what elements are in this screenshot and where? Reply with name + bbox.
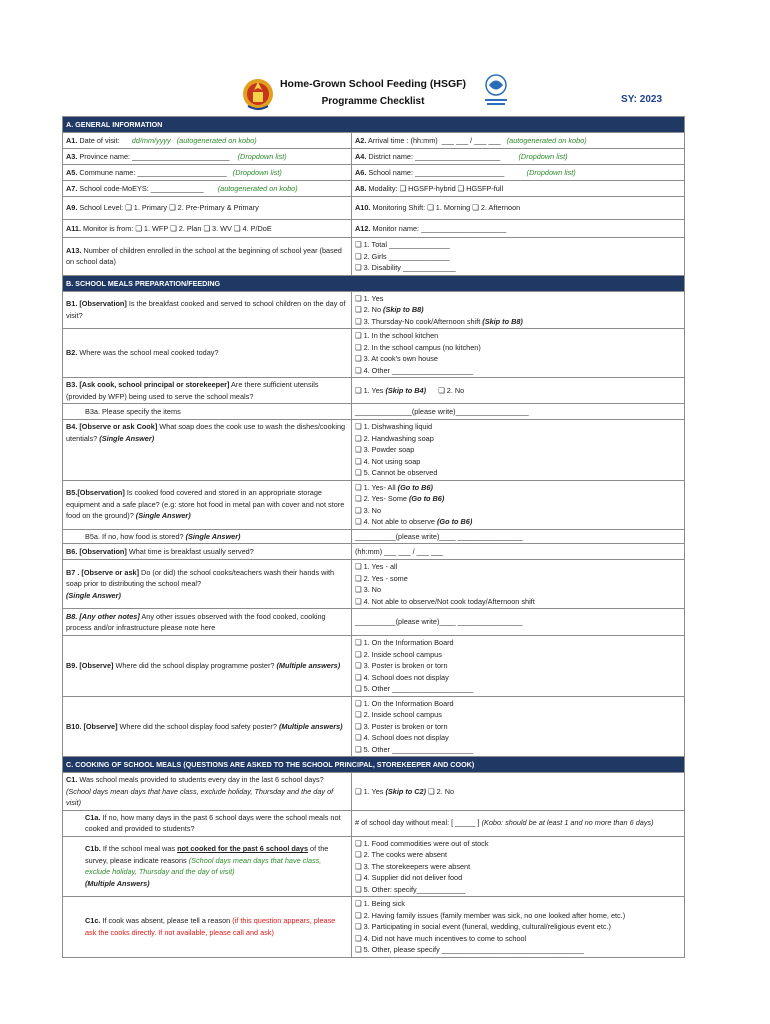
a10-cell[interactable] [352, 197, 685, 220]
b3a-blank[interactable]: ______________(please write)__________________ [355, 406, 529, 416]
table-row [63, 696, 685, 757]
b3a-text: B3a. Please specify the items [85, 406, 181, 416]
b4-single: (Single Answer) [99, 433, 155, 443]
b1-option-text: ❑ 2. No [355, 305, 384, 314]
c1c-option[interactable]: ❑ 2. Having family issues (family member was sick, no one looked after home, etc.) [355, 910, 626, 920]
a6-label: School name: ______________________ [366, 167, 505, 177]
a5-cell[interactable] [63, 165, 352, 181]
b5a-code: B5a. [85, 531, 101, 541]
a1-label: Date of visit: [77, 135, 120, 145]
wfp-logo-icon [480, 72, 512, 108]
b4-cell [63, 420, 352, 481]
a9-label: School Level: ❑ 1. Primary ❑ 2. Pre-Primary & Primary [77, 203, 259, 213]
b5-cell [63, 480, 352, 529]
a9-code: A9. [66, 203, 78, 213]
a3-note: (Dropdown list) [237, 151, 287, 161]
b6-text: What time is breakfast usually served? [126, 546, 254, 556]
table-row [63, 773, 685, 811]
checklist-table [62, 116, 685, 958]
section-a-title: A. GENERAL INFORMATION [63, 117, 685, 133]
b10-options[interactable] [352, 696, 685, 757]
b7-single: (Single Answer) [66, 590, 121, 600]
c1c-option[interactable]: ❑ 3. Participating in social event (funeral, wedding, cultural/religious event etc.) [355, 922, 611, 931]
b7-option[interactable]: ❑ 2. Yes - some [355, 573, 408, 583]
b1-option[interactable] [355, 304, 681, 316]
b3-cell [63, 378, 352, 404]
a2-label: Arrival time : (hh:mm) [366, 135, 438, 145]
a7-label: School code-MoEYS: _____________ [77, 183, 204, 193]
a2-cell[interactable] [352, 133, 685, 149]
b9-option[interactable]: ❑ 2. Inside school campus [355, 649, 442, 659]
b4-option[interactable]: ❑ 4. Not using soap [355, 456, 421, 466]
b2-cell [63, 329, 352, 378]
b1-option[interactable]: ❑ 1. Yes [355, 293, 384, 303]
b4-option[interactable]: ❑ 2. Handwashing soap [355, 433, 434, 443]
section-b-title: B. SCHOOL MEALS PREPARATION/FEEDING [63, 275, 685, 291]
table-row [63, 181, 685, 197]
c1b-option[interactable]: ❑ 5. Other: specify____________ [355, 884, 466, 894]
b5-skip: (Go to B6) [409, 494, 445, 503]
b6-blank[interactable]: (hh:mm) ___ ___ / ___ ___ [355, 546, 444, 556]
b9-code: B9. [Observe] [66, 661, 114, 670]
a13-options[interactable] [352, 238, 685, 276]
c1b-option[interactable]: ❑ 4. Supplier did not deliver food [355, 873, 463, 882]
b5a-cell [63, 529, 352, 544]
table-row [63, 480, 685, 529]
a6-note: (Dropdown list) [526, 167, 576, 177]
c1-option[interactable]: ❑ 2. No [426, 786, 455, 796]
a7-note: (autogenerated on kobo) [217, 183, 298, 193]
b3-option[interactable]: ❑ 1. Yes [355, 385, 386, 395]
b9-text: Where did the school display programme poster? [113, 661, 277, 670]
b10-text: Where did the school display food safety poster? [117, 721, 279, 731]
b5a-single: (Single Answer) [185, 531, 241, 541]
b10-option[interactable]: ❑ 3. Poster is broken or torn [355, 721, 448, 731]
a10-code: A10. [355, 203, 371, 213]
c1-text: Was school meals provided to students every day in the last 6 school days? [77, 775, 324, 784]
b5-skip: (Go to B6) [437, 517, 473, 526]
b2-code: B2. [66, 348, 78, 358]
a8-label: Modality: ❑ HGSFP-hybrid ❑ HGSFP-full [366, 183, 504, 193]
c1b-code: C1b. [85, 844, 101, 854]
b4-code: B4. [Observe or ask Cook] [66, 422, 158, 431]
a13-option[interactable]: ❑ 2. Girls _______________ [355, 251, 450, 261]
a13-code: A13. [66, 245, 82, 255]
a11-label: Monitor is from: ❑ 1. WFP ❑ 2. Plan ❑ 3. WV ❑ 4. P/DoE [81, 223, 272, 233]
c1b-cell [63, 836, 352, 897]
b1-cell [63, 291, 352, 329]
a4-note: (Dropdown list) [518, 151, 568, 161]
document-title: Home-Grown School Feeding (HSGF) [279, 78, 467, 90]
b4-options[interactable] [352, 420, 685, 481]
table-row [63, 149, 685, 165]
a3-code: A3. [66, 151, 78, 161]
b2-options[interactable] [352, 329, 685, 378]
b4-option[interactable]: ❑ 5. Cannot be observed [355, 468, 438, 477]
b1-text: Is the breakfast cooked and served to school children on the day of visit? [66, 299, 346, 320]
table-row [63, 560, 685, 609]
c1b-text: If the school meal was [100, 844, 178, 854]
a12-cell[interactable] [352, 220, 685, 238]
b4-option[interactable]: ❑ 1. Dishwashing liquid [355, 422, 433, 431]
b5-single: (Single Answer) [135, 511, 191, 521]
a1-value: dd/mm/yyyy [131, 135, 171, 145]
table-row [63, 609, 685, 636]
section-a-header [63, 117, 685, 133]
table-row [63, 165, 685, 181]
b4-text: What soap does the cook use to wash the dishes/cooking utentials? [66, 422, 346, 443]
b8-answer[interactable] [352, 609, 685, 636]
c1b-note: (School days mean days that have class, exclude holiday, Thursday and the day of visit) [85, 855, 322, 877]
b2-option[interactable]: ❑ 4. Other ____________________ [355, 365, 474, 375]
b7-option[interactable]: ❑ 4. Not able to observe/Not cook today/Afternoon shift [355, 596, 535, 606]
b10-cell [63, 696, 352, 757]
table-row [63, 529, 685, 544]
a2-note: (autogenerated on kobo) [506, 135, 587, 145]
b9-option[interactable]: ❑ 5. Other ____________________ [355, 684, 474, 693]
table-row [63, 636, 685, 697]
a5-code: A5. [66, 167, 78, 177]
b2-text: Where was the school meal cooked today? [77, 348, 219, 358]
b3-skip: (Skip to B4) [385, 385, 427, 395]
c1c-note: (if this question appears, please ask the cooks directly. If not available, please call and ask) [85, 916, 336, 937]
table-row [63, 220, 685, 238]
a8-code: A8. [355, 183, 367, 193]
document-subtitle: Programme Checklist [321, 96, 425, 107]
b5-option-text: ❑ 2. Yes- Some [355, 494, 409, 503]
a11-code: A11. [66, 223, 82, 233]
table-row [63, 544, 685, 560]
a12-label: Monitor name: _____________________ [370, 223, 507, 233]
b7-option[interactable]: ❑ 1. Yes - all [355, 562, 398, 571]
a9-cell[interactable] [63, 197, 352, 220]
b3-text: Are there sufficient utensils (provided by WFP) being used to serve the school meals? [66, 380, 319, 401]
checklist-page [62, 70, 684, 958]
c1b-option[interactable]: ❑ 1. Food commodities were out of stock [355, 838, 489, 848]
a1-cell[interactable] [63, 133, 352, 149]
c1a-text: If no, how many days in the past 6 school days were the school meals not cooked and provided to students? [85, 812, 341, 833]
c1c-options[interactable] [352, 897, 685, 958]
a2-blank: ___ ___ / ___ ___ [441, 135, 501, 145]
a13-cell [63, 238, 352, 276]
a4-code: A4. [355, 151, 367, 161]
a12-code: A12. [355, 223, 371, 233]
b7-code: B7 . [Observe or ask] [66, 567, 140, 577]
b9-options[interactable] [352, 636, 685, 697]
a1-note: (autogenerated on kobo) [176, 135, 257, 145]
a2-code: A2. [355, 135, 367, 145]
table-row [63, 378, 685, 404]
a13-label: Number of children enrolled in the school at the beginning of school year (based on school data) [66, 245, 342, 267]
c1b-underlined: not cooked for the past 6 school days [177, 844, 309, 854]
header [62, 70, 684, 116]
b3a-cell [63, 404, 352, 420]
b3a-answer[interactable] [352, 404, 685, 420]
a5-note: (Dropdown list) [232, 167, 282, 177]
b8-text: Any other issues observed with the food cooked, cooking process and/or infrastructure please note here [66, 611, 326, 632]
b2-option[interactable]: ❑ 2. In the school campus (no kitchen) [355, 342, 481, 352]
c1c-option[interactable]: ❑ 1. Being sick [355, 899, 405, 908]
c1a-cell [63, 810, 352, 836]
c1-option[interactable]: ❑ 1. Yes [355, 786, 386, 796]
b1-skip: (Skip to B8) [482, 316, 523, 326]
b9-option[interactable]: ❑ 4. School does not display [355, 672, 449, 682]
a7-cell[interactable] [63, 181, 352, 197]
table-row [63, 329, 685, 378]
a13-option[interactable]: ❑ 1. Total _______________ [355, 240, 450, 249]
c1a-note: (Kobo: should be at least 1 and no more than 6 days) [481, 818, 654, 828]
c1b-text: of the survey, please indicate reasons [85, 844, 329, 865]
b5a-text: If no, how food is stored? [100, 531, 186, 541]
b8-blank[interactable]: __________(please write)____ ________________ [355, 617, 523, 627]
b5-text: Is cooked food covered and stored in an appropriate storage equipment and a safe place? (e.g: store hot food in metal pan with cover and not store food on the ground)? [66, 488, 345, 521]
b8-code: B8. [Any other notes] [66, 611, 140, 621]
a4-label: District name: _____________________ [366, 151, 501, 161]
b9-cell [63, 636, 352, 697]
b5-skip: (Go to B6) [397, 482, 433, 492]
a7-code: A7. [66, 183, 78, 193]
c1a-field[interactable]: # of school day without meal: [ _____ ] [355, 818, 482, 828]
a4-cell[interactable] [352, 149, 685, 165]
b1-option-text: ❑ 3. Thursday-No cook/Afternoon shift [355, 316, 483, 326]
b7-options[interactable] [352, 560, 685, 609]
b6-cell [63, 544, 352, 560]
c1b-multi: (Multiple Answers) [85, 878, 150, 888]
c1a-answer[interactable] [352, 810, 685, 836]
school-year: SY: 2023 [621, 94, 662, 105]
c1c-code: C1c. [85, 916, 101, 926]
a6-code: A6. [355, 167, 367, 177]
b5-option-text: ❑ 1. Yes- All [355, 482, 398, 492]
c1-note: (School days mean days that have class, exclude holiday, Thursday and the day of visit) [66, 786, 334, 807]
b1-options[interactable] [352, 291, 685, 329]
b9-option[interactable]: ❑ 1. On the Information Board [355, 638, 454, 647]
b10-code: B10. [Observe] [66, 721, 118, 731]
section-c-title: C. COOKING OF SCHOOL MEALS (QUESTIONS ARE ASKED TO THE SCHOOL PRINCIPAL, STOREKEEPER AND COOK) [63, 757, 685, 773]
c1c-cell [63, 897, 352, 958]
b10-option[interactable]: ❑ 2. Inside school campus [355, 710, 442, 719]
table-row [63, 197, 685, 220]
a6-cell[interactable] [352, 165, 685, 181]
b10-option[interactable]: ❑ 4. School does not display [355, 733, 449, 742]
b8-cell [63, 609, 352, 636]
b5-option-text: ❑ 4. Not able to observe [355, 517, 437, 526]
b10-multi: (Multiple answers) [278, 721, 343, 731]
b1-option[interactable] [355, 316, 681, 328]
c1b-option[interactable]: ❑ 3. The storekeepers were absent [355, 861, 471, 871]
b1-code: B1. [Observation] [66, 299, 127, 309]
b5-code: B5.[Observation] [66, 488, 125, 498]
c1c-option[interactable]: ❑ 4. Did not have much incentives to come to school [355, 933, 527, 943]
c1c-text: If cook was absent, please tell a reason [100, 916, 233, 926]
table-row [63, 291, 685, 329]
b5-options[interactable] [352, 480, 685, 529]
b9-option[interactable]: ❑ 3. Poster is broken or torn [355, 661, 448, 670]
table-row [63, 404, 685, 420]
table-row [63, 836, 685, 897]
b7-text: Do (or did) the school cooks/teachers wash their hands with soap prior to distributing the school meal? [66, 567, 335, 589]
section-b-header [63, 275, 685, 291]
c1b-options[interactable] [352, 836, 685, 897]
a11-cell[interactable] [63, 220, 352, 238]
c1-options[interactable] [352, 773, 685, 811]
c1b-option[interactable]: ❑ 2. The cooks were absent [355, 850, 447, 859]
table-row [63, 133, 685, 149]
table-row [63, 897, 685, 958]
b5-option[interactable]: ❑ 3. No [355, 505, 382, 515]
section-c-header [63, 757, 685, 773]
c1-code: C1. [66, 775, 78, 784]
b3-option[interactable]: ❑ 2. No [436, 385, 465, 395]
table-row [63, 420, 685, 481]
b5a-answer[interactable] [352, 529, 685, 544]
table-row [63, 810, 685, 836]
b1-skip: (Skip to B8) [383, 305, 424, 314]
b3-options[interactable] [352, 378, 685, 404]
b5-option[interactable] [355, 516, 681, 528]
a1-code: A1. [66, 135, 78, 145]
a13-option[interactable]: ❑ 3. Disability _____________ [355, 263, 456, 272]
c1-cell [63, 773, 352, 811]
c1c-option[interactable]: ❑ 5. Other, please specify ___________________________________ [355, 945, 584, 954]
a3-cell[interactable] [63, 149, 352, 165]
c1a-code: C1a. [85, 812, 101, 822]
b6-answer[interactable] [352, 544, 685, 560]
b9-multi: (Multiple answers) [276, 661, 341, 670]
b7-cell [63, 560, 352, 609]
b7-option[interactable]: ❑ 3. No [355, 585, 382, 594]
table-row [63, 238, 685, 276]
a3-label: Province name: ________________________ [77, 151, 230, 161]
b5a-blank[interactable]: __________(please write)____ ________________ [355, 531, 523, 541]
c1-skip: (Skip to C2) [385, 786, 427, 796]
b10-option[interactable]: ❑ 5. Other ____________________ [355, 744, 474, 754]
b4-option[interactable]: ❑ 3. Powder soap [355, 445, 415, 454]
a10-label: Monitoring Shift: ❑ 1. Morning ❑ 2. Afternoon [370, 203, 521, 213]
b6-code: B6. [Observation] [66, 546, 127, 556]
b5-option[interactable] [355, 482, 681, 494]
b3-code: B3. [Ask cook, school principal or storekeeper] [66, 380, 230, 389]
a5-label: Commune name: ______________________ [77, 167, 227, 177]
a8-cell[interactable] [352, 181, 685, 197]
b5-option[interactable] [355, 493, 681, 505]
b2-option[interactable]: ❑ 1. In the school kitchen [355, 331, 439, 340]
b10-option[interactable]: ❑ 1. On the Information Board [355, 698, 454, 708]
b2-option[interactable]: ❑ 3. At cook's own house [355, 354, 438, 363]
